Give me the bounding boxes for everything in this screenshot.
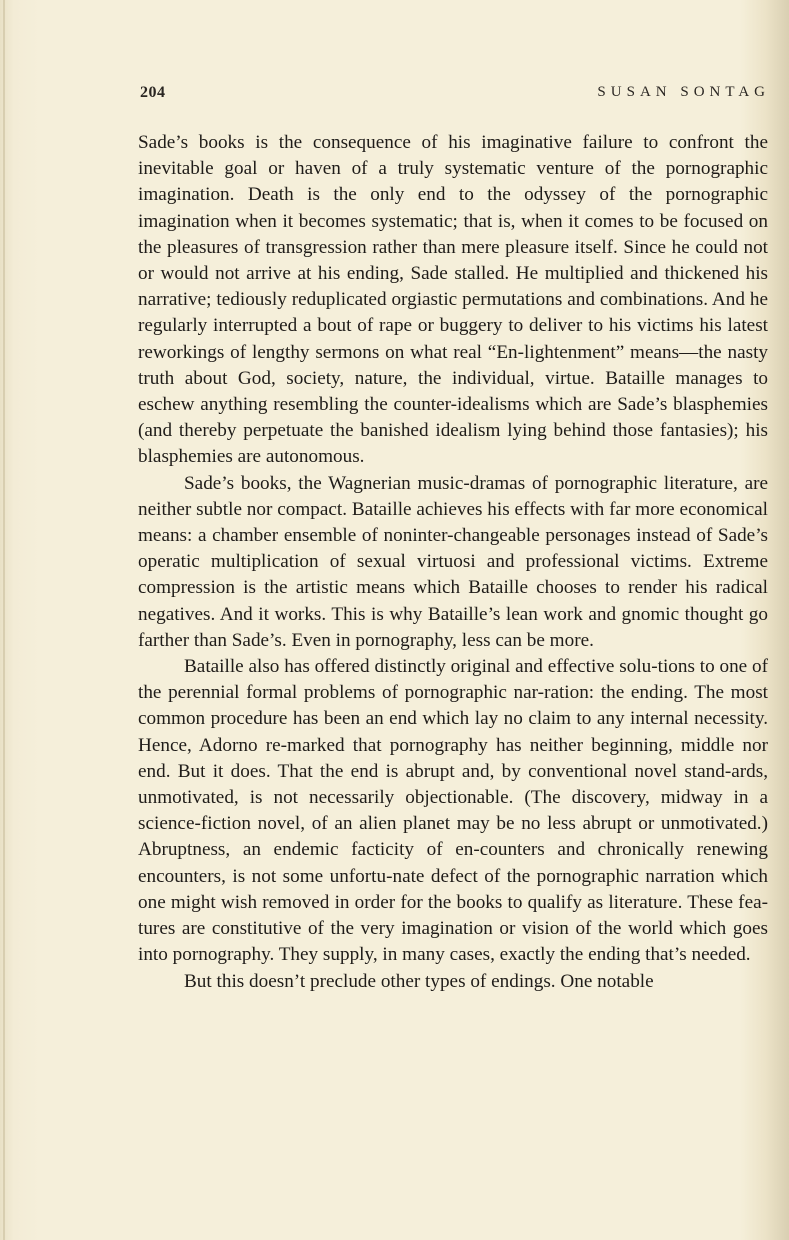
gutter-shadow (3, 0, 5, 1240)
paragraph: Sade’s books is the consequence of his imaginative failure to confront the inevitable goal or haven of a truly systematic venture of the pornographic imagination. Death is the only end to the odyssey of the pornographic imagination when it becomes systematic; that is, when it comes to be focused on the pleasures of transgression rather than mere pleasure itself. Since he could not or would not arrive at his ending, Sade stalled. He multiplied and thickened his narrative; tediously reduplicated orgiastic permutations and combinations. And he regularly interrupted a bout of rape or buggery to deliver to his victims his latest reworkings of lengthy sermons on what real “En-lightenment” means—the nasty truth about God, society, nature, the individual, virtue. Bataille manages to eschew anything resembling the counter-idealisms which are Sade’s blasphemies (and thereby perpetuate the banished idealism lying behind those fantasies); his blasphemies are autonomous. (138, 132, 768, 468)
page-number: 204 (140, 84, 166, 101)
paragraph: But this doesn’t preclude other types of endings. One notable (184, 970, 654, 992)
body-text (138, 130, 768, 995)
paragraph: Sade’s books, the Wagnerian music-dramas of pornographic literature, are neither subtle nor compact. Bataille achieves his effects with far more economical means: a chamber ensemble of noninter-changeable personages instead of Sade’s operatic multiplication of sexual virtuosi and professional victims. Extreme compression is the artistic means which Bataille chooses to render his radical negatives. And it works. This is why Bataille’s lean work and gnomic thought go farther than Sade’s. Even in pornography, less can be more. (138, 472, 768, 651)
paragraph: Bataille also has offered distinctly original and effective solu-tions to one of the perennial formal problems of pornographic nar-ration: the ending. The most common procedure has been an end which lay no claim to any internal necessity. Hence, Adorno re-marked that pornography has neither beginning, middle nor end. But it does. That the end is abrupt and, by conventional novel stand-ards, unmotivated, is not necessarily objectionable. (The discovery, midway in a science-fiction novel, of an alien planet may be no less abrupt or unmotivated.) Abruptness, an endemic facticity of en-counters and chronically renewing encounters, is not some unfortu-nate defect of the pornographic narration which one might wish removed in order for the books to qualify as literature. These fea-tures are constitutive of the very imagination or vision of the world which goes into pornography. They supply, in many cases, exactly the ending that’s needed. (138, 656, 768, 966)
running-head (140, 84, 770, 108)
running-head-author: SUSAN SONTAG (597, 84, 770, 100)
